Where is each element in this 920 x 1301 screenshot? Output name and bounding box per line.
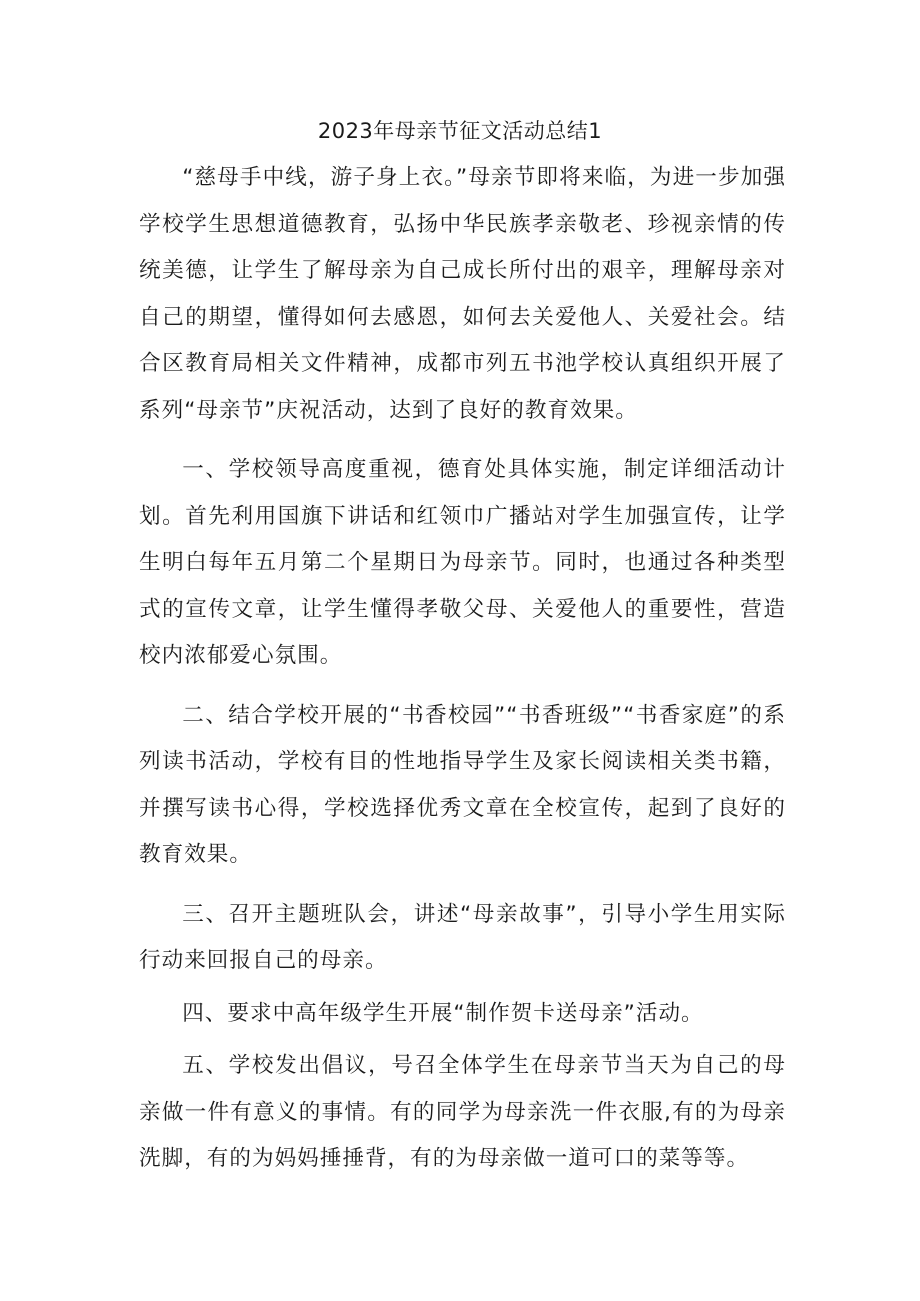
paragraph-item-2: 二、结合学校开展的“书香校园”“书香班级”“书香家庭”的系列读书活动，学校有目的性地指导学生及家长阅读相关类书籍，并撰写读书心得，学校选择优秀文章在全校宣传，起到了良好的教育效果。 — [139, 702, 786, 867]
paragraph-item-4: 四、要求中高年级学生开展“制作贺卡送母亲”活动。 — [182, 1000, 704, 1026]
paragraph-item-5: 五、学校发出倡议，号召全体学生在母亲节当天为自己的母亲做一件有意义的事情。有的同学为母亲洗一件衣服,有的为母亲洗脚，有的为妈妈捶捶背，有的为母亲做一道可口的菜等等。 — [139, 1053, 786, 1171]
paragraph-intro: “慈母手中线，游子身上衣。”母亲节即将来临，为进一步加强学校学生思想道德教育，弘扬中华民族孝亲敬老、珍视亲情的传统美德，让学生了解母亲为自己成长所付出的艰辛，理解母亲对自己的期望，懂得如何去感恩，如何去关爱他人、关爱社会。结合区教育局相关文件精神，成都市列五书池学校认真组织开展了系列“母亲节”庆祝活动，达到了良好的教育效果。 — [139, 165, 786, 423]
paragraph-item-3: 三、召开主题班队会，讲述“母亲故事”，引导小学生用实际行动来回报自己的母亲。 — [139, 901, 786, 973]
document-body — [139, 155, 786, 1183]
paragraph-item-1: 一、学校领导高度重视，德育处具体实施，制定详细活动计划。首先利用国旗下讲话和红领巾广播站对学生加强宣传，让学生明白每年五月第二个星期日为母亲节。同时，也通过各种类型式的宣传文章，让学生懂得孝敬父母、关爱他人的重要性，营造校内浓郁爱心氛围。 — [139, 457, 786, 668]
document-title: 2023年母亲节征文活动总结1 — [317, 119, 603, 143]
